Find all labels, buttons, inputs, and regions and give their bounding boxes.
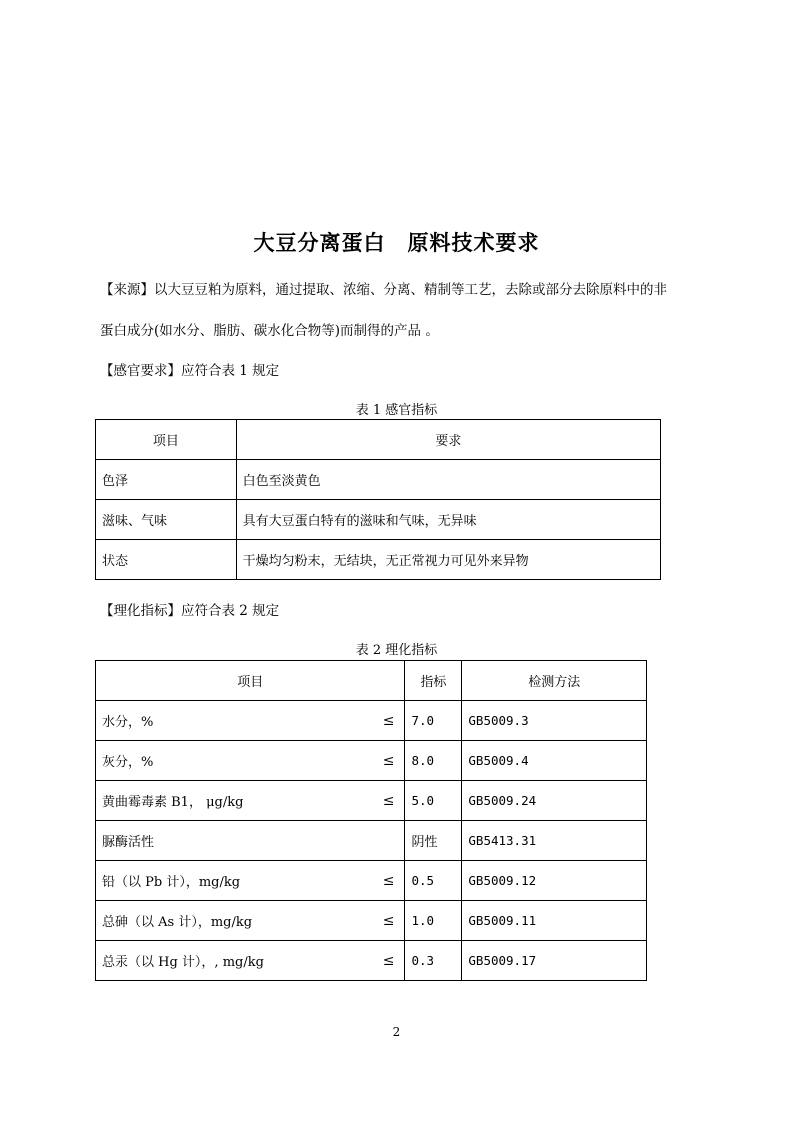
table-header-row	[96, 661, 647, 701]
table-header-cell: 要求	[236, 420, 660, 460]
item-cell: 水分，%	[102, 715, 154, 730]
page-title	[0, 227, 793, 257]
item-cell-wrap	[96, 781, 405, 821]
table-row	[96, 701, 647, 741]
item-cell: 色泽	[96, 460, 237, 500]
item-cell-wrap	[96, 821, 405, 861]
table-row	[96, 941, 647, 981]
item-cell: 滋味、气味	[96, 500, 237, 540]
source-paragraph-line-2: 蛋白成分(如水分、脂肪、碳水化合物等)而制得的产品 。	[100, 323, 439, 339]
item-cell: 铅（以 Pb 计），mg/kg	[102, 875, 241, 890]
physchem-table	[95, 660, 647, 981]
value-cell: 1.0	[405, 901, 462, 941]
table-row	[96, 861, 647, 901]
operator: ≤	[382, 752, 395, 769]
table-header-cell: 指标	[405, 661, 462, 701]
table-header-row	[96, 420, 661, 460]
value-cell: 0.3	[405, 941, 462, 981]
requirement-cell: 具有大豆蛋白特有的滋味和气味，无异味	[236, 500, 660, 540]
item-cell-wrap	[96, 941, 405, 981]
table-header-cell: 项目	[96, 420, 237, 460]
source-paragraph-line-1: 【来源】以大豆豆粕为原料，通过提取、浓缩、分离、精制等工艺，去除或部分去除原料中的非	[100, 282, 667, 298]
table1-caption: 表 1 感官指标	[355, 403, 438, 418]
operator: ≤	[382, 872, 395, 889]
method-cell: GB5009.4	[462, 741, 647, 781]
requirement-cell: 干燥均匀粉末，无结块，无正常视力可见外来异物	[236, 540, 660, 580]
item-cell: 黄曲霉毒素 B1， μg/kg	[102, 795, 244, 810]
item-cell: 脲酶活性	[102, 835, 155, 850]
item-cell-wrap	[96, 701, 405, 741]
item-cell: 灰分，%	[102, 755, 154, 770]
item-cell: 总砷（以 As 计），mg/kg	[102, 915, 253, 930]
table-header-cell: 项目	[96, 661, 405, 701]
table-row	[96, 781, 647, 821]
item-cell: 总汞（以 Hg 计），, mg/kg	[102, 955, 264, 970]
table-row	[96, 500, 661, 540]
operator: ≤	[382, 912, 395, 929]
table2-caption: 表 2 理化指标	[355, 643, 438, 658]
requirement-cell: 白色至淡黄色	[236, 460, 660, 500]
value-cell: 阴性	[405, 821, 462, 861]
title-part-1: 大豆分离蛋白	[253, 231, 386, 255]
method-cell: GB5009.24	[462, 781, 647, 821]
operator: ≤	[382, 792, 395, 809]
item-cell-wrap	[96, 901, 405, 941]
table-row	[96, 460, 661, 500]
table-row	[96, 821, 647, 861]
item-cell-wrap	[96, 741, 405, 781]
method-cell: GB5009.11	[462, 901, 647, 941]
value-cell: 8.0	[405, 741, 462, 781]
item-cell-wrap	[96, 861, 405, 901]
value-cell: 0.5	[405, 861, 462, 901]
title-part-2: 原料技术要求	[407, 231, 540, 255]
table-row	[96, 741, 647, 781]
sensory-requirement-heading: 【感官要求】应符合表 1 规定	[100, 363, 280, 379]
physchem-requirement-heading: 【理化指标】应符合表 2 规定	[100, 603, 280, 619]
table-row	[96, 540, 661, 580]
method-cell: GB5009.12	[462, 861, 647, 901]
table-header-cell: 检测方法	[462, 661, 647, 701]
sensory-table	[95, 419, 661, 580]
method-cell: GB5413.31	[462, 821, 647, 861]
value-cell: 7.0	[405, 701, 462, 741]
operator: ≤	[382, 952, 395, 969]
page-number: 2	[392, 1025, 401, 1039]
method-cell: GB5009.17	[462, 941, 647, 981]
item-cell: 状态	[96, 540, 237, 580]
method-cell: GB5009.3	[462, 701, 647, 741]
operator: ≤	[382, 712, 395, 729]
table-row	[96, 901, 647, 941]
value-cell: 5.0	[405, 781, 462, 821]
